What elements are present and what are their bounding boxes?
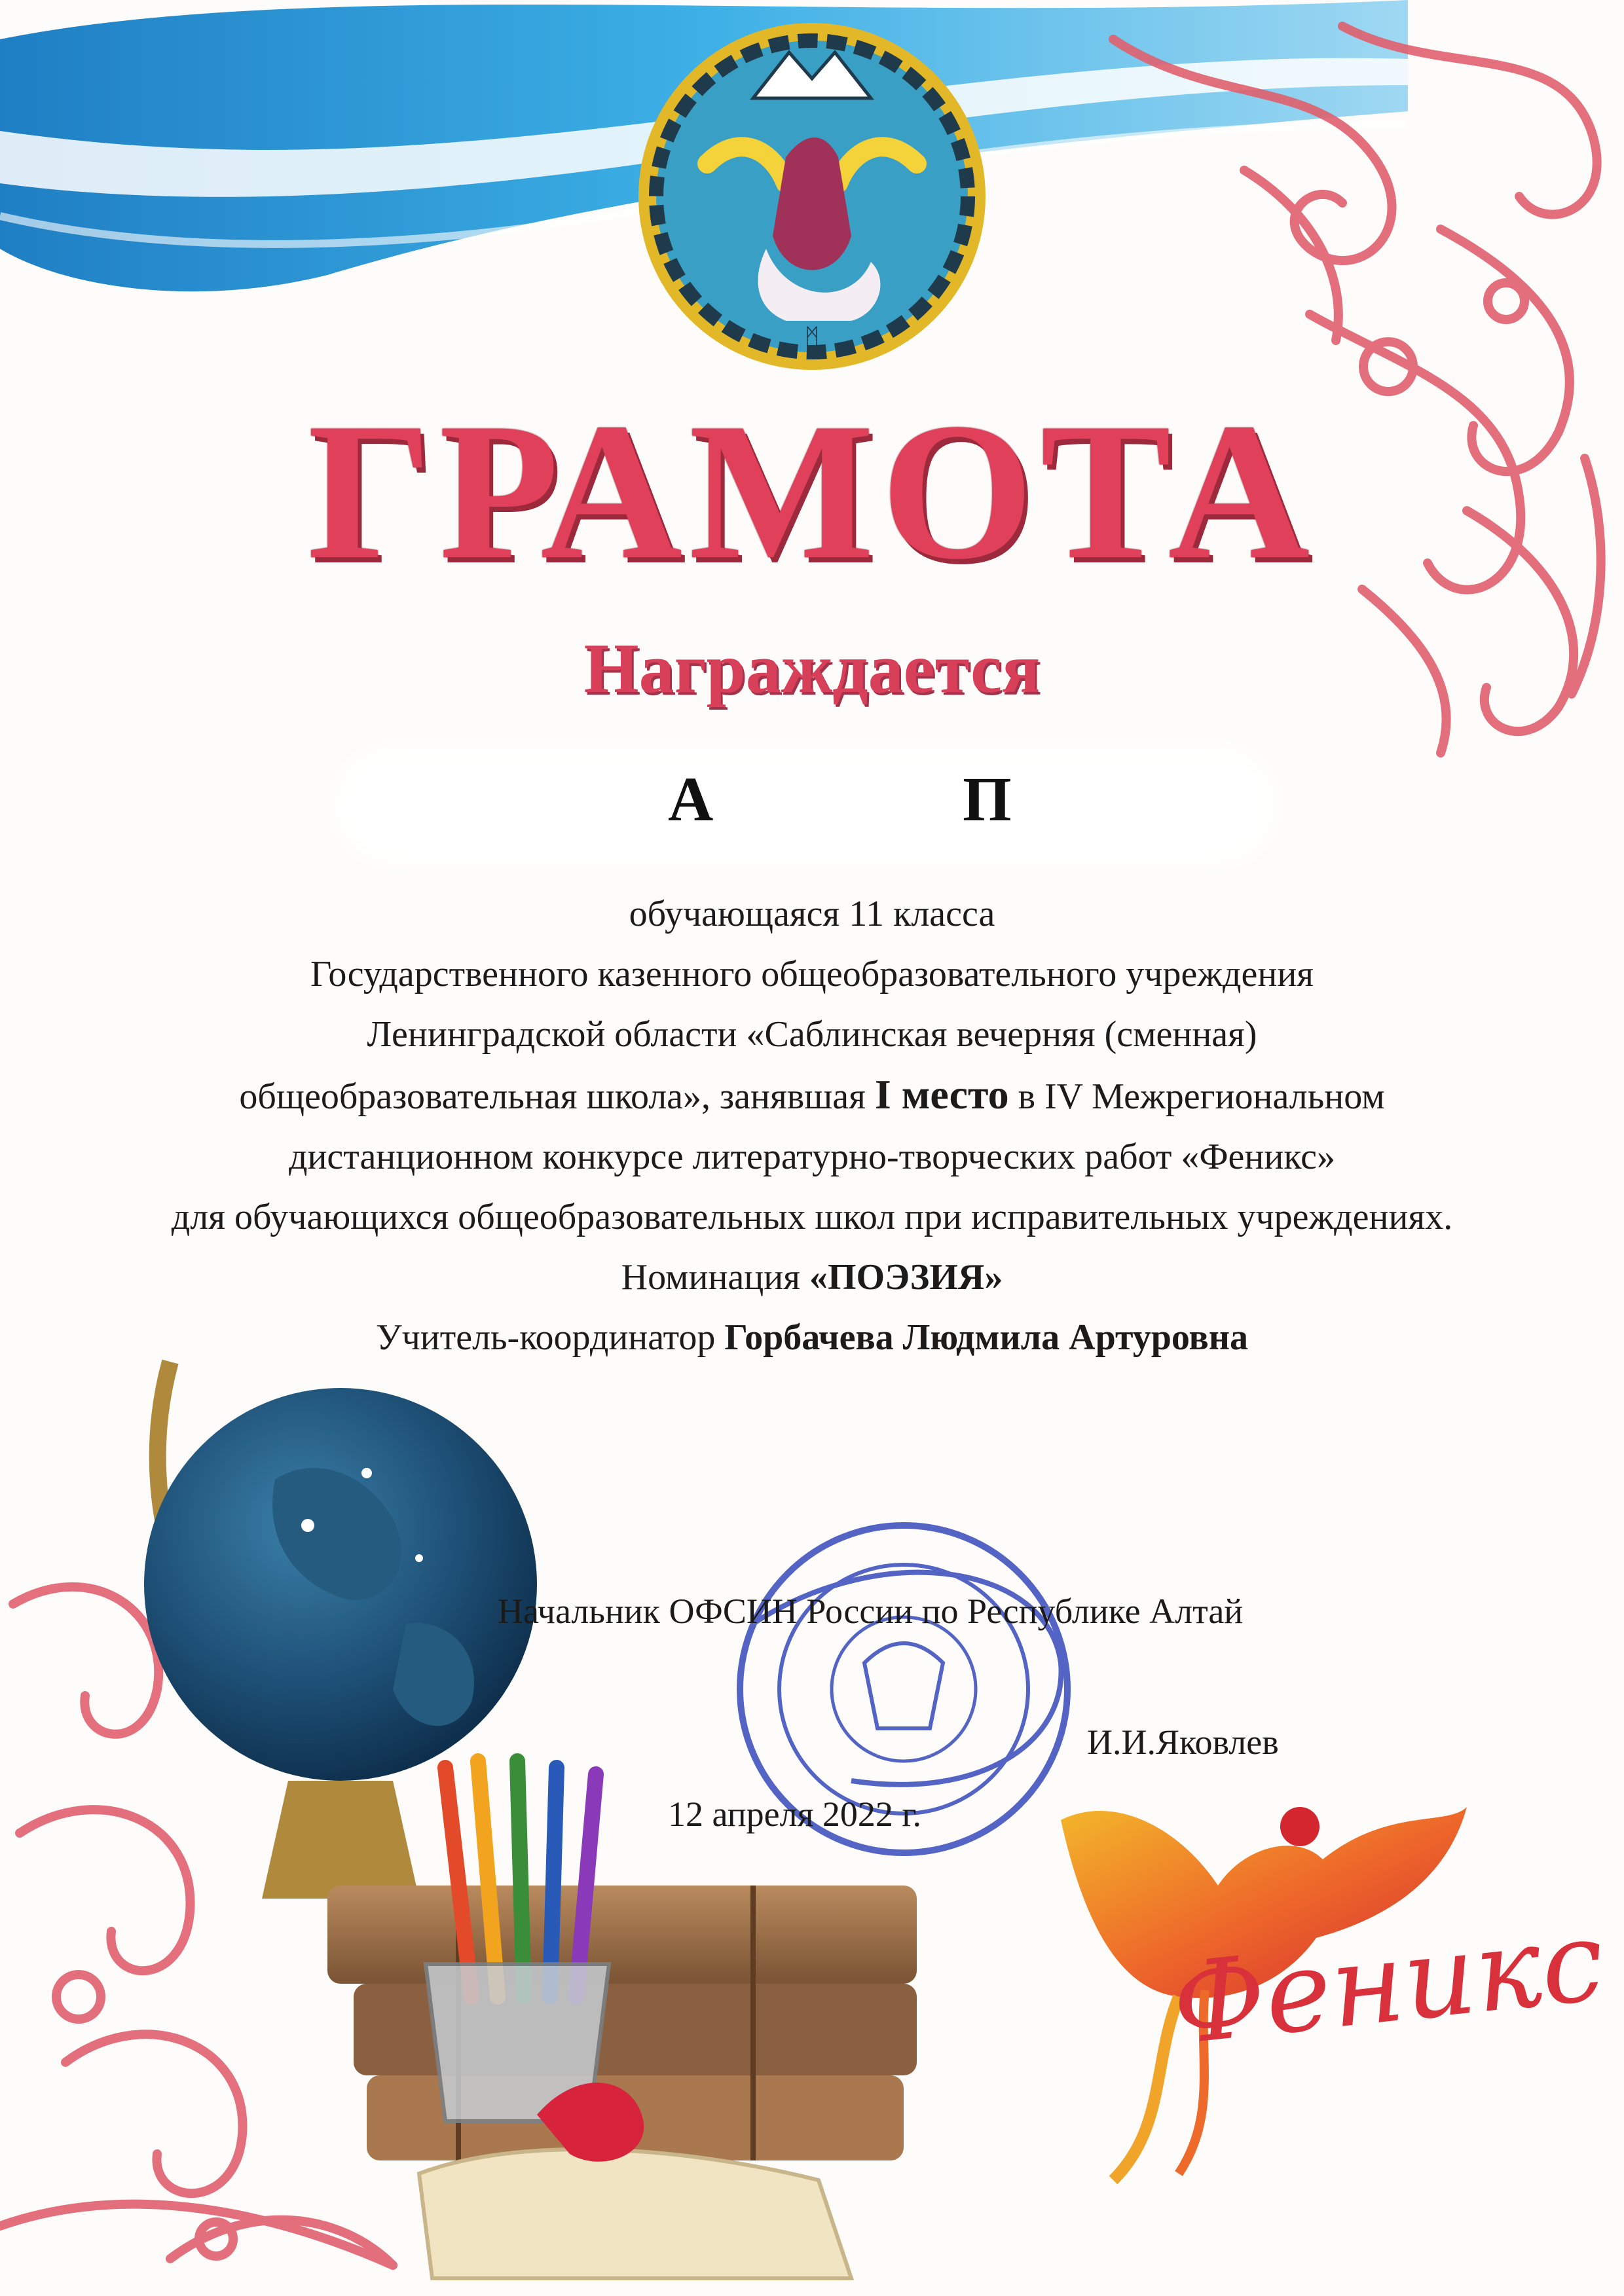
body-line: обучающаяся 11 класса — [629, 894, 995, 934]
signatory-name: И.И.Яковлев — [1087, 1722, 1279, 1762]
body-line: Государственного казенного общеобразовательного учреждения — [310, 954, 1314, 994]
signatory-title: Начальник ОФСИН России по Республике Алтай — [498, 1592, 1244, 1631]
certificate-date: 12 апреля 2022 г. — [668, 1795, 921, 1834]
books-illustration — [327, 1886, 917, 2278]
body-text-fragment: в IV Межрегиональном — [1018, 1076, 1385, 1117]
place-award: I место — [874, 1071, 1009, 1118]
body-line — [0, 1247, 1624, 1307]
recipient-initial-first: А — [668, 764, 714, 834]
teacher-name: Горбачева Людмила Артуровна — [724, 1317, 1249, 1358]
nomination-label: Номинация — [621, 1257, 800, 1298]
body-line: для обучающихся общеобразовательных школ при исправительных учреждениях. — [171, 1197, 1453, 1237]
recipient-initial-last: П — [963, 764, 1012, 834]
certificate-title: ГРАМОТА — [307, 382, 1317, 600]
svg-text:ᛗ: ᛗ — [804, 323, 820, 354]
awarded-label: Награждается — [583, 630, 1041, 708]
body-line — [0, 1065, 1624, 1127]
recipient-name — [0, 753, 1624, 851]
redacted-name-area — [354, 766, 1257, 845]
body-line: Ленинградской области «Саблинская вечерняя (сменная) — [367, 1014, 1257, 1055]
teacher-label: Учитель-координатор — [375, 1317, 716, 1358]
body-line — [0, 1307, 1624, 1368]
coat-of-arms-emblem — [638, 23, 986, 370]
phoenix-logo-word: Феникс — [1166, 1896, 1610, 2070]
certificate-body — [0, 884, 1624, 1368]
body-line: дистанционном конкурсе литературно-творческих работ «Феникс» — [288, 1137, 1336, 1177]
body-text-fragment: общеобразовательная школа», занявшая — [239, 1076, 866, 1117]
nomination-value: «ПОЭЗИЯ» — [809, 1257, 1003, 1298]
